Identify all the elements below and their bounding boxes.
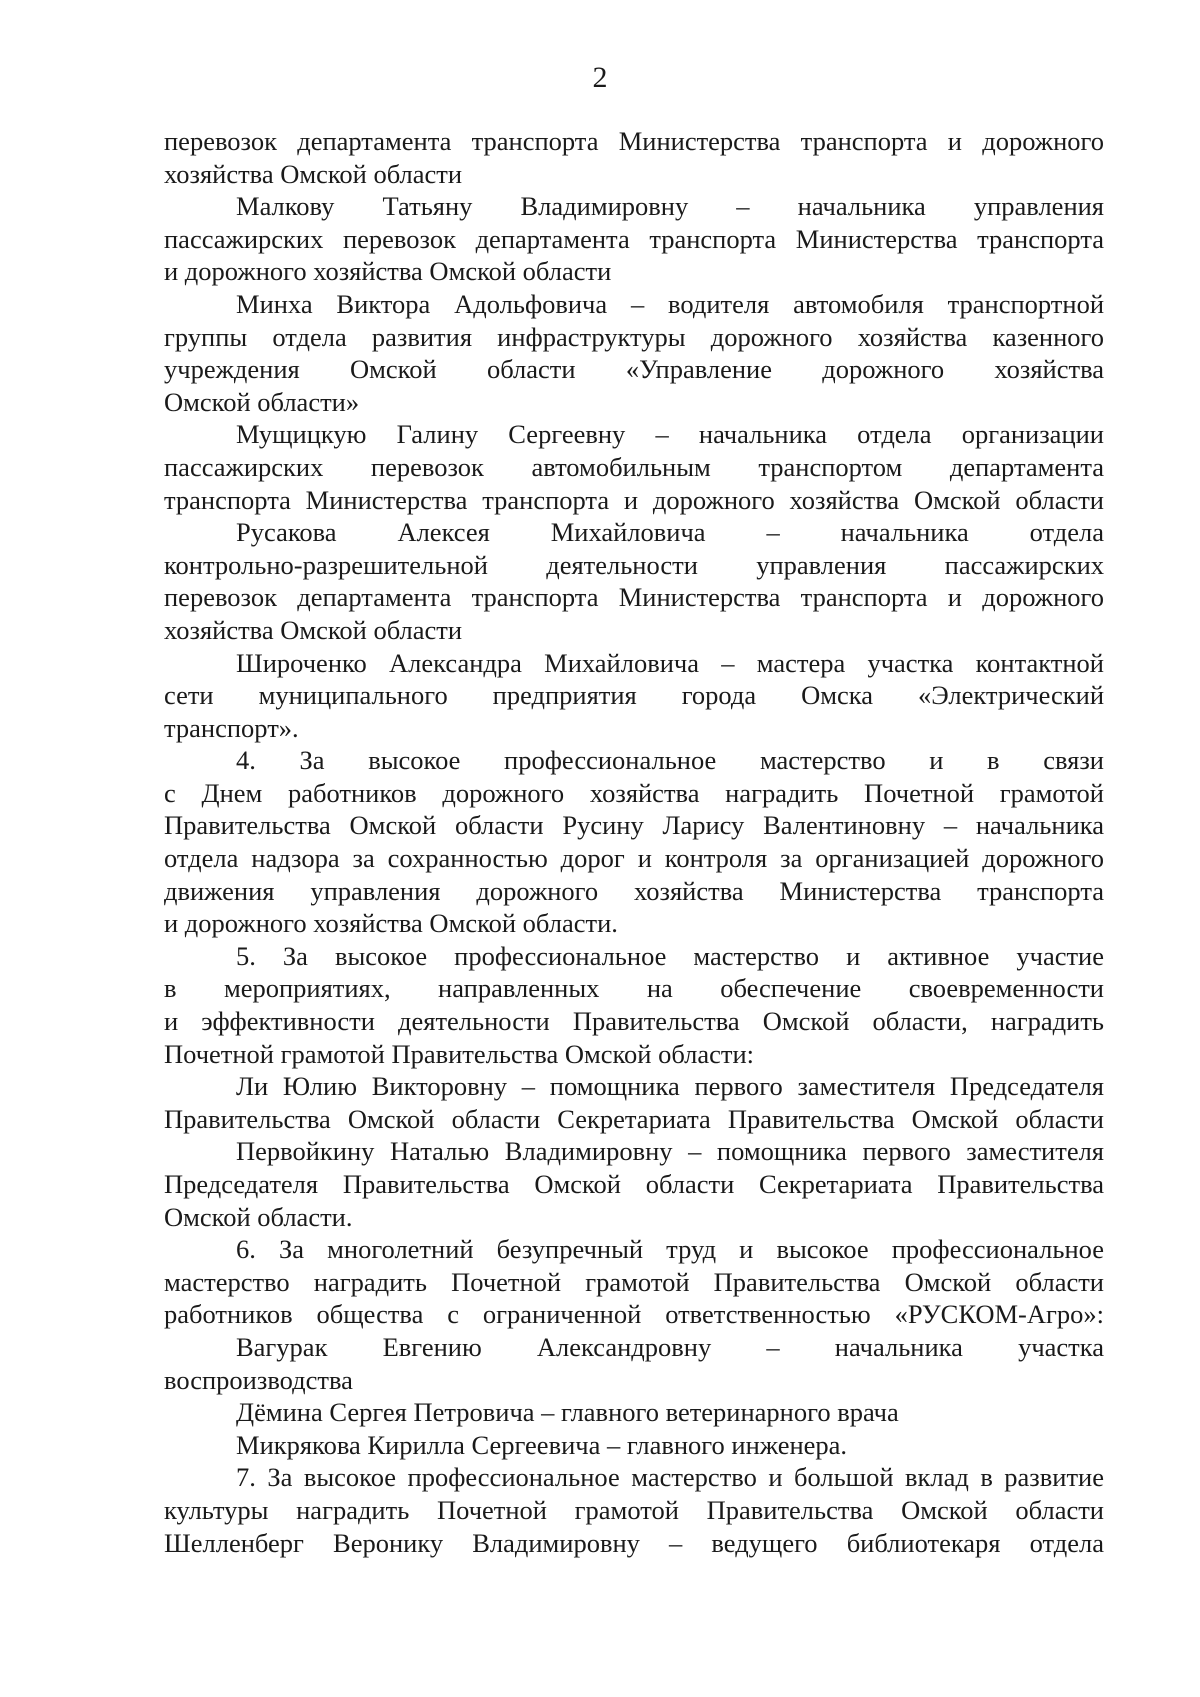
- text-line: Правительства Омской области Русину Ларису Валентиновну – начальника: [164, 810, 1104, 841]
- text-line: движения управления дорожного хозяйства Министерства транспорта: [164, 875, 1104, 906]
- text-line: перевозок департамента транспорта Министерства транспорта и дорожного: [164, 126, 1104, 156]
- text-line: Шелленберг Веронику Владимировну – ведущего библиотекаря отдела: [164, 1527, 1104, 1558]
- text-line: Ли Юлию Викторовну – помощника первого заместителя Председателя: [236, 1071, 1104, 1102]
- text-line: воспроизводства: [164, 1364, 353, 1395]
- text-line: транспорта Министерства транспорта и дорожного хозяйства Омской области: [164, 484, 1104, 515]
- text-line: Омской области»: [164, 386, 360, 417]
- text-line: пассажирских перевозок автомобильным транспортом департамента: [164, 451, 1104, 482]
- page-number: 2: [592, 61, 608, 94]
- text-line: мастерство наградить Почетной грамотой Правительства Омской области: [164, 1266, 1104, 1297]
- text-line: отдела надзора за сохранностью дорог и контроля за организацией дорожного: [164, 843, 1104, 874]
- text-line: сети муниципального предприятия города Омска «Электрический: [164, 680, 1104, 711]
- text-line: и дорожного хозяйства Омской области.: [164, 908, 618, 939]
- text-line: группы отдела развития инфраструктуры дорожного хозяйства казенного: [164, 321, 1104, 352]
- text-line: Русакова Алексея Михайловича – начальника отдела: [236, 517, 1104, 548]
- text-line: 4. За высокое профессиональное мастерство и в связи: [236, 745, 1104, 776]
- text-line: Первойкину Наталью Владимировну – помощника первого заместителя: [236, 1136, 1104, 1167]
- text-line: Вагурак Евгению Александровну – начальника участка: [236, 1331, 1104, 1362]
- text-line: Правительства Омской области Секретариата Правительства Омской области: [164, 1103, 1104, 1134]
- text-line: 7. За высокое профессиональное мастерство и большой вклад в развитие: [236, 1462, 1104, 1493]
- text-line: Почетной грамотой Правительства Омской области:: [164, 1038, 755, 1069]
- text-line: контрольно-разрешительной деятельности управления пассажирских: [164, 549, 1104, 580]
- text-line: 5. За высокое профессиональное мастерство и активное участие: [236, 940, 1104, 971]
- text-line: Председателя Правительства Омской области Секретариата Правительства: [164, 1169, 1104, 1199]
- text-line: Мущицкую Галину Сергеевну – начальника отдела организации: [236, 419, 1104, 450]
- text-line: учреждения Омской области «Управление дорожного хозяйства: [164, 354, 1104, 385]
- text-line: с Днем работников дорожного хозяйства наградить Почетной грамотой: [164, 777, 1104, 808]
- text-line: Малкову Татьяну Владимировну – начальника управления: [236, 191, 1104, 222]
- text-line: в мероприятиях, направленных на обеспечение своевременности: [164, 973, 1104, 1004]
- text-line: Широченко Александра Михайловича – мастера участка контактной: [236, 647, 1104, 678]
- text-line: культуры наградить Почетной грамотой Правительства Омской области: [164, 1494, 1104, 1525]
- text-line: транспорт».: [164, 712, 299, 743]
- text-line: перевозок департамента транспорта Министерства транспорта и дорожного: [164, 582, 1104, 613]
- text-line: 6. За многолетний безупречный труд и высокое профессиональное: [236, 1234, 1104, 1265]
- text-line: хозяйства Омской области: [164, 158, 463, 189]
- document-body: [164, 125, 1104, 1559]
- text-line: и эффективности деятельности Правительства Омской области, наградить: [164, 1006, 1104, 1037]
- text-line: Микрякова Кирилла Сергеевича – главного инженера.: [236, 1429, 848, 1460]
- text-line: пассажирских перевозок департамента транспорта Министерства транспорта: [164, 223, 1104, 254]
- text-line: работников общества с ограниченной ответственностью «РУСКОМ-Агро»:: [164, 1299, 1104, 1330]
- text-line: Минха Виктора Адольфовича – водителя автомобиля транспортной: [236, 288, 1104, 319]
- text-line: и дорожного хозяйства Омской области: [164, 256, 612, 287]
- text-line: Дёмина Сергея Петровича – главного ветеринарного врача: [236, 1397, 899, 1428]
- text-line: Омской области.: [164, 1201, 353, 1232]
- text-line: хозяйства Омской области: [164, 614, 463, 645]
